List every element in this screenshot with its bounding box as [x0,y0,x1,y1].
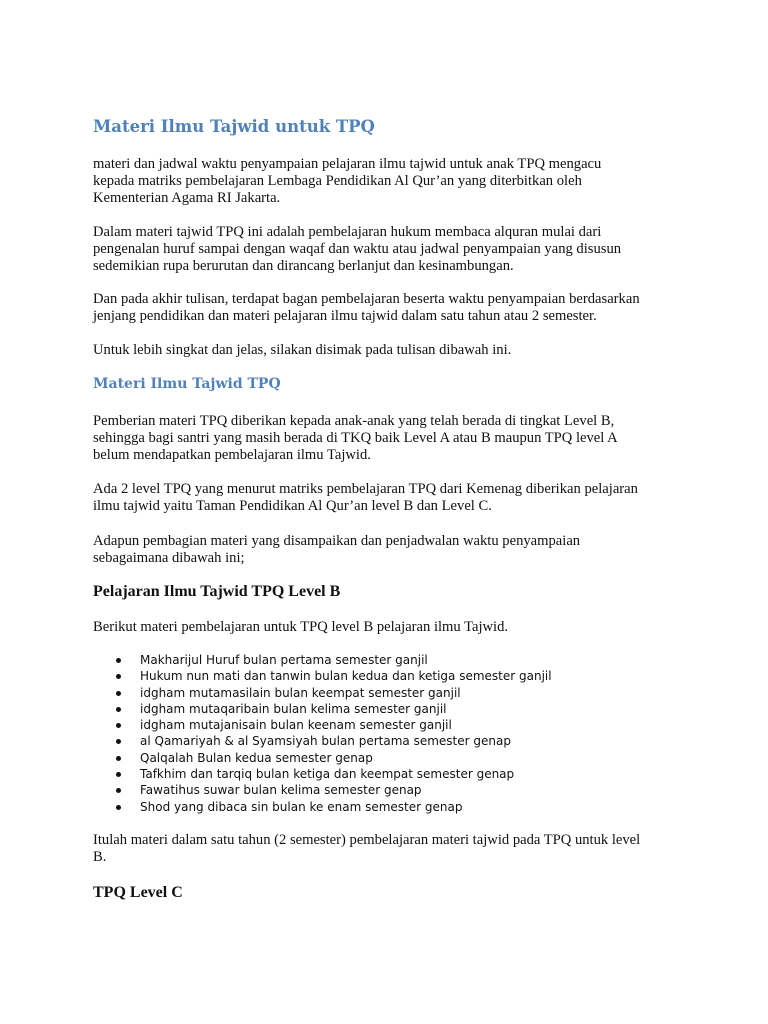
list-item-text: al Qamariyah & al Syamsiyah bulan pertama semester genap [140,734,511,749]
list-item [113,668,552,684]
paragraph-line: Untuk lebih singkat dan jelas, silakan disimak pada tulisan dibawah ini. [93,342,512,358]
bullet-icon [116,739,121,744]
list-item [113,701,552,717]
section-heading-level-b: Pelajaran Ilmu Tajwid TPQ Level B [93,583,341,600]
paragraph-5 [93,413,618,464]
paragraph-line: Dalam materi tajwid TPQ ini adalah pembelajaran hukum membaca alquran mulai dari [93,224,602,240]
bullet-icon [116,707,121,712]
paragraph-line: sehingga bagi santri yang masih berada di TKQ baik Level A atau B maupun TPQ level A [93,430,618,446]
list-item [113,685,552,701]
list-item-text: Shod yang dibaca sin bulan ke enam semester genap [140,799,463,814]
paragraph-line: sebagaimana dibawah ini; [93,550,245,566]
list-item-text: Qalqalah Bulan kedua semester genap [140,750,373,765]
paragraph-line: sedemikian rupa berurutan dan dirancang berlanjut dan kesinambungan. [93,258,514,274]
section-heading-materi: Materi Ilmu Tajwid TPQ [93,376,281,392]
bullet-icon [116,691,121,696]
list-item-text: idgham mutajanisain bulan keenam semester ganjil [140,718,452,733]
bullet-icon [116,723,121,728]
list-item [113,799,552,815]
paragraph-line: Dan pada akhir tulisan, terdapat bagan pembelajaran beserta waktu penyampaian berdasarkan [93,291,640,307]
paragraph-line: B. [93,849,107,865]
bullet-icon [116,805,121,810]
paragraph-3 [93,291,640,325]
document-title: Materi Ilmu Tajwid untuk TPQ [93,117,375,136]
paragraph-line: Adapun pembagian materi yang disampaikan dan penjadwalan waktu penyampaian [93,533,581,549]
bullet-icon [116,788,121,793]
list-item [113,750,552,766]
bullet-icon [116,772,121,777]
intro-line: Kementerian Agama RI Jakarta. [93,190,281,206]
paragraph-line: ilmu tajwid yaitu Taman Pendidikan Al Qur’an level B dan Level C. [93,498,492,514]
list-item [113,782,552,798]
list-item [113,717,552,733]
bullet-icon [116,756,121,761]
intro-line: materi dan jadwal waktu penyampaian pelajaran ilmu tajwid untuk anak TPQ mengacu [93,156,602,172]
list-item [113,766,552,782]
list-item-text: Tafkhim dan tarqiq bulan ketiga dan keempat semester genap [140,767,515,782]
paragraph-line: Ada 2 level TPQ yang menurut matriks pembelajaran TPQ dari Kemenag diberikan pelajaran [93,481,638,497]
list-item-text: idgham mutaqaribain bulan kelima semester ganjil [140,701,447,716]
bullet-icon [116,658,121,663]
paragraph-4 [93,342,511,359]
paragraph-9 [93,832,640,866]
list-item-text: idgham mutamasilain bulan keempat semester ganjil [140,685,461,700]
section-heading-level-c: TPQ Level C [93,884,183,901]
paragraph-2 [93,224,621,275]
paragraph-6 [93,481,638,515]
paragraph-line: Pemberian materi TPQ diberikan kepada anak-anak yang telah berada di tingkat Level B, [93,413,615,429]
list-item [113,652,552,668]
level-b-material-list [113,652,552,815]
paragraph-line: belum mendapatkan pembelajaran ilmu Tajwid. [93,447,371,463]
list-item-text: Hukum nun mati dan tanwin bulan kedua dan ketiga semester ganjil [140,669,552,684]
paragraph-8 [93,619,508,636]
list-item-text: Fawatihus suwar bulan kelima semester genap [140,783,422,798]
paragraph-line: Itulah materi dalam satu tahun (2 semester) pembelajaran materi tajwid pada TPQ untuk level [93,832,641,848]
paragraph-line: pengenalan huruf sampai dengan waqaf dan waktu atau jadwal penyampaian yang disusun [93,241,622,257]
intro-line: kepada matriks pembelajaran Lembaga Pendidikan Al Qur’an yang diterbitkan oleh [93,173,582,189]
list-item [113,733,552,749]
list-item-text: Makharijul Huruf bulan pertama semester ganjil [140,653,428,667]
paragraph-7 [93,533,580,567]
bullet-icon [116,674,121,679]
intro-paragraph [93,156,601,207]
paragraph-line: jenjang pendidikan dan materi pelajaran ilmu tajwid dalam satu tahun atau 2 semester. [93,308,597,324]
paragraph-line: Berikut materi pembelajaran untuk TPQ level B pelajaran ilmu Tajwid. [93,619,509,635]
